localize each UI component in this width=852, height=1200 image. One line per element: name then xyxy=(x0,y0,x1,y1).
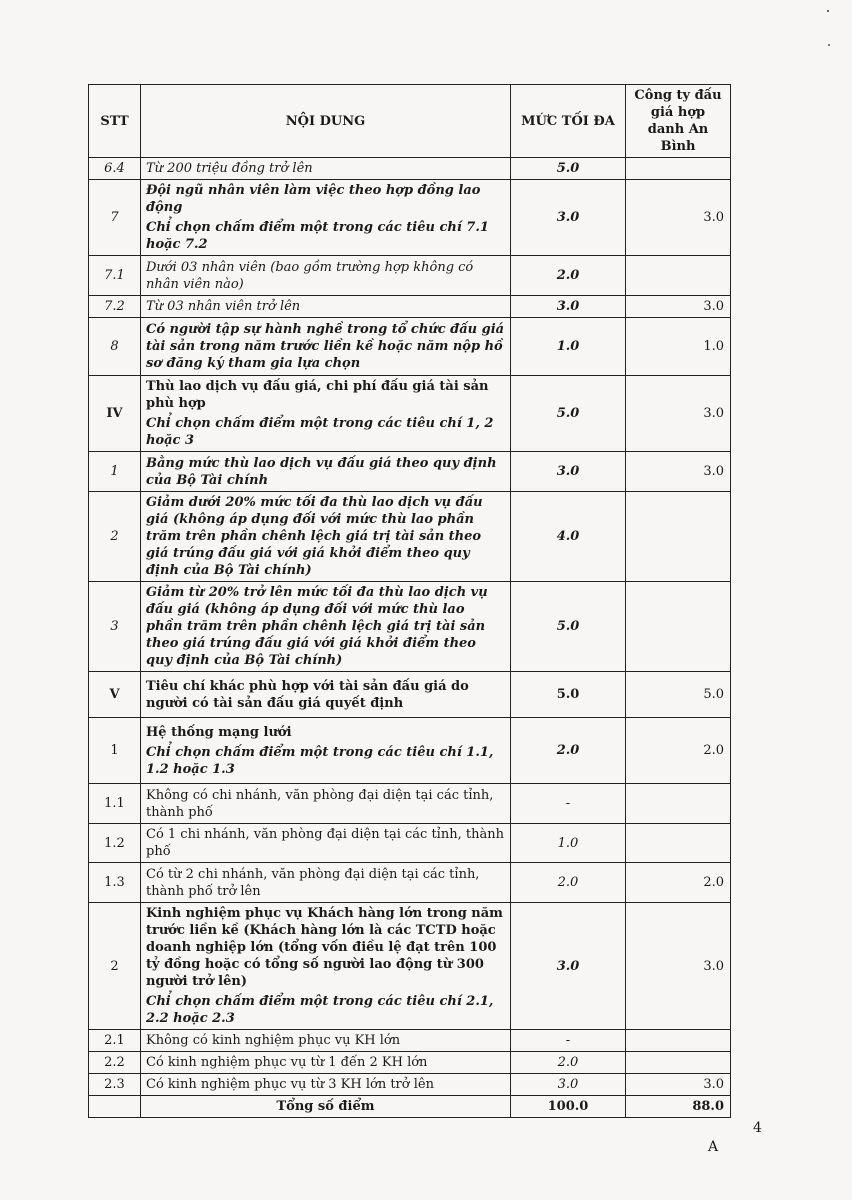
row-company-score: 1.0 xyxy=(626,318,731,376)
row-content-line: Có kinh nghiệm phục vụ từ 3 KH lớn trở lên xyxy=(146,1077,434,1092)
row-company-score xyxy=(626,492,731,582)
row-content xyxy=(141,903,511,1030)
row-stt: IV xyxy=(89,376,141,452)
scan-speck xyxy=(828,44,830,46)
row-stt: 1.1 xyxy=(89,784,141,824)
table-row xyxy=(89,1052,731,1074)
row-content-line: Chỉ chọn chấm điểm một trong các tiêu chí 1.1, 1.2 hoặc 1.3 xyxy=(146,744,494,777)
row-max-score: 5.0 xyxy=(511,158,626,180)
table-row xyxy=(89,492,731,582)
table-row xyxy=(89,903,731,1030)
row-stt: 2.2 xyxy=(89,1052,141,1074)
page-number: 4 xyxy=(753,1120,762,1136)
row-company-score xyxy=(626,824,731,863)
row-stt: 1 xyxy=(89,718,141,784)
row-content xyxy=(141,158,511,180)
row-content-line: Không có kinh nghiệm phục vụ KH lớn xyxy=(146,1033,401,1048)
header-content: NỘI DUNG xyxy=(141,85,511,158)
row-max-score: 2.0 xyxy=(511,718,626,784)
initial-mark: A xyxy=(708,1139,719,1155)
row-content xyxy=(141,1052,511,1074)
row-content xyxy=(141,582,511,672)
row-max-score: 3.0 xyxy=(511,1074,626,1096)
row-content-line: Giảm dưới 20% mức tối đa thù lao dịch vụ đấu giá (không áp dụng đối với mức thù lao phần trăm trên phần chênh lệch giá trị tài sản theo giá trúng đấu giá với giá khởi điểm theo quy định của Bộ Tài chính) xyxy=(146,495,483,578)
row-company-score xyxy=(626,256,731,296)
row-content xyxy=(141,318,511,376)
row-content xyxy=(141,1030,511,1052)
row-content xyxy=(141,376,511,452)
table-row xyxy=(89,784,731,824)
row-content xyxy=(141,863,511,903)
row-company-score xyxy=(626,1030,731,1052)
row-stt: 3 xyxy=(89,582,141,672)
row-max-score: 4.0 xyxy=(511,492,626,582)
row-content-line: Từ 200 triệu đồng trở lên xyxy=(146,161,313,176)
row-content-line: Chỉ chọn chấm điểm một trong các tiêu chí 1, 2 hoặc 3 xyxy=(146,416,494,448)
row-company-score xyxy=(626,158,731,180)
table-row xyxy=(89,318,731,376)
row-content xyxy=(141,256,511,296)
table-row xyxy=(89,1030,731,1052)
table-row xyxy=(89,582,731,672)
row-max-score: 3.0 xyxy=(511,296,626,318)
row-max-score: 5.0 xyxy=(511,672,626,718)
row-stt: 2 xyxy=(89,903,141,1030)
row-stt: 7.1 xyxy=(89,256,141,296)
header-company: Công ty đấu giá hợp danh An Bình xyxy=(626,85,731,158)
table-row xyxy=(89,824,731,863)
row-company-score: 5.0 xyxy=(626,672,731,718)
row-content xyxy=(141,784,511,824)
row-company-score xyxy=(626,784,731,824)
row-content xyxy=(141,824,511,863)
row-company-score: 2.0 xyxy=(626,863,731,903)
row-content-line: Kinh nghiệm phục vụ Khách hàng lớn trong năm trước liền kề (Khách hàng lớn là các TCTD hoặc doanh nghiệp lớn (tổng vốn điều lệ đạt trên 100 tỷ đồng hoặc có tổng số người lao động từ 300 người trở lên) xyxy=(146,906,503,989)
total-label: Tổng số điểm xyxy=(141,1096,511,1118)
row-company-score: 3.0 xyxy=(626,452,731,492)
row-content-line: Có từ 2 chi nhánh, văn phòng đại diện tại các tỉnh, thành phố trở lên xyxy=(146,866,480,899)
row-max-score: 2.0 xyxy=(511,1052,626,1074)
scan-speck xyxy=(827,10,829,12)
table-header-row xyxy=(89,85,731,158)
row-company-score: 3.0 xyxy=(626,376,731,452)
row-content-line: Không có chi nhánh, văn phòng đại diện tại các tỉnh, thành phố xyxy=(146,787,494,820)
row-stt: 2 xyxy=(89,492,141,582)
table-row xyxy=(89,1074,731,1096)
row-company-score: 3.0 xyxy=(626,1074,731,1096)
row-stt: 7 xyxy=(89,180,141,256)
row-content xyxy=(141,718,511,784)
table-row xyxy=(89,376,731,452)
row-content xyxy=(141,180,511,256)
row-content-line: Từ 03 nhân viên trở lên xyxy=(146,299,301,314)
row-max-score: 3.0 xyxy=(511,903,626,1030)
row-max-score: 3.0 xyxy=(511,452,626,492)
row-content xyxy=(141,672,511,718)
total-score: 88.0 xyxy=(626,1096,731,1118)
row-max-score: 1.0 xyxy=(511,824,626,863)
table-row xyxy=(89,863,731,903)
row-content-line: Có kinh nghiệm phục vụ từ 1 đến 2 KH lớn xyxy=(146,1055,428,1070)
row-content-line: Chỉ chọn chấm điểm một trong các tiêu chí 7.1 hoặc 7.2 xyxy=(146,220,489,252)
row-company-score: 3.0 xyxy=(626,903,731,1030)
row-content-line: Đội ngũ nhân viên làm việc theo hợp đồng lao động xyxy=(146,183,481,215)
row-max-score: 5.0 xyxy=(511,582,626,672)
table-row xyxy=(89,180,731,256)
table-row xyxy=(89,718,731,784)
row-max-score: - xyxy=(511,784,626,824)
row-content-line: Dưới 03 nhân viên (bao gồm trường hợp không có nhân viên nào) xyxy=(146,259,474,292)
row-content-line: Hệ thống mạng lưới xyxy=(146,724,292,740)
row-content xyxy=(141,1074,511,1096)
row-stt: 1.3 xyxy=(89,863,141,903)
row-stt: 2.1 xyxy=(89,1030,141,1052)
row-max-score: 2.0 xyxy=(511,863,626,903)
row-company-score: 3.0 xyxy=(626,180,731,256)
row-stt: 2.3 xyxy=(89,1074,141,1096)
row-company-score: 2.0 xyxy=(626,718,731,784)
row-content-line: Giảm từ 20% trở lên mức tối đa thù lao dịch vụ đấu giá (không áp dụng đối với mức thù lao phần trăm trên phần chênh lệch giá trị tài sản theo giá trúng đấu giá với giá khởi điểm theo quy định của Bộ Tài chính) xyxy=(146,585,488,668)
row-max-score: - xyxy=(511,1030,626,1052)
row-stt: 1.2 xyxy=(89,824,141,863)
row-content-line: Tiêu chí khác phù hợp với tài sản đấu giá do người có tài sản đấu giá quyết định xyxy=(146,678,469,711)
row-max-score: 1.0 xyxy=(511,318,626,376)
table-row xyxy=(89,672,731,718)
row-company-score xyxy=(626,1052,731,1074)
row-max-score: 3.0 xyxy=(511,180,626,256)
row-company-score: 3.0 xyxy=(626,296,731,318)
row-stt: 1 xyxy=(89,452,141,492)
table-row xyxy=(89,158,731,180)
row-stt: 8 xyxy=(89,318,141,376)
total-max: 100.0 xyxy=(511,1096,626,1118)
header-max: MỨC TỐI ĐA xyxy=(511,85,626,158)
row-max-score: 5.0 xyxy=(511,376,626,452)
table-body xyxy=(89,158,731,1096)
row-stt: 6.4 xyxy=(89,158,141,180)
row-stt: V xyxy=(89,672,141,718)
table-row xyxy=(89,256,731,296)
table-row xyxy=(89,452,731,492)
row-content-line: Bằng mức thù lao dịch vụ đấu giá theo quy định của Bộ Tài chính xyxy=(146,455,497,488)
row-company-score xyxy=(626,582,731,672)
row-max-score: 2.0 xyxy=(511,256,626,296)
row-content-line: Có 1 chi nhánh, văn phòng đại diện tại các tỉnh, thành phố xyxy=(146,827,504,859)
header-stt: STT xyxy=(89,85,141,158)
total-row xyxy=(89,1096,731,1118)
row-stt: 7.2 xyxy=(89,296,141,318)
row-content xyxy=(141,296,511,318)
row-content xyxy=(141,492,511,582)
row-content xyxy=(141,452,511,492)
row-content-line: Thù lao dịch vụ đấu giá, chi phí đấu giá tài sản phù hợp xyxy=(146,379,489,411)
table-row xyxy=(89,296,731,318)
row-content-line: Chỉ chọn chấm điểm một trong các tiêu chí 2.1, 2.2 hoặc 2.3 xyxy=(146,994,494,1026)
scoring-table xyxy=(88,84,731,1118)
row-content-line: Có người tập sự hành nghề trong tổ chức đấu giá tài sản trong năm trước liền kề hoặc năm nộp hồ sơ đăng ký tham gia lựa chọn xyxy=(146,322,505,371)
